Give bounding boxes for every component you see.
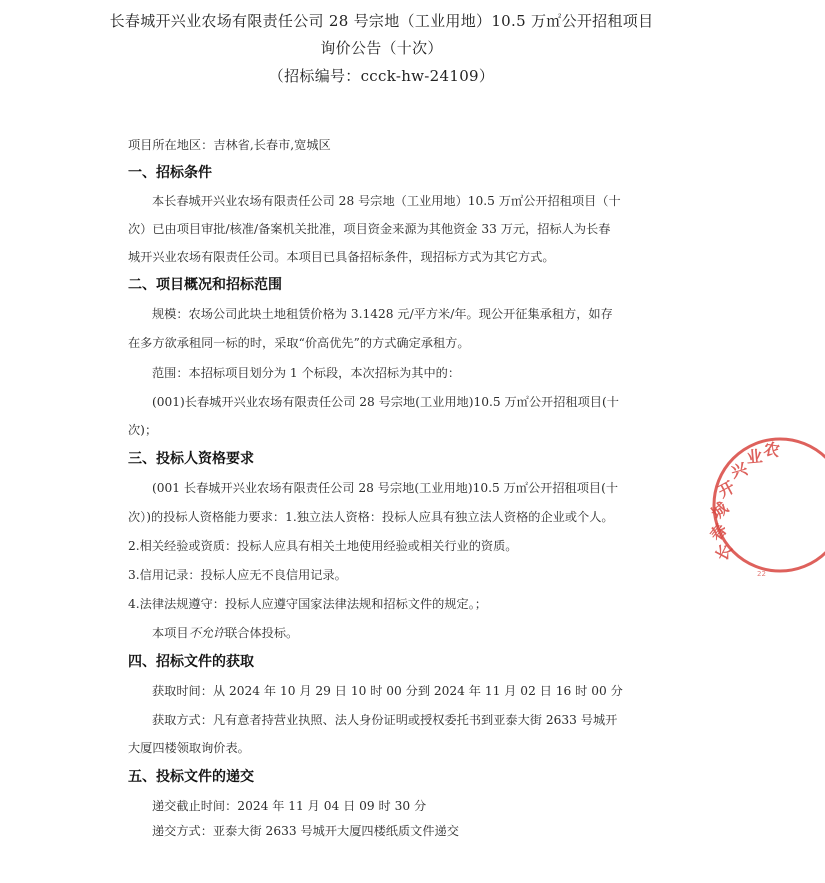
consortium-suffix: 联合体投标。 [225,626,299,640]
s3-line-4: 3.信用记录：投标人应无不良信用记录。 [128,568,347,582]
consortium-italic: 不允许 [188,626,226,640]
s2-line-1: 规模：农场公司此块土地租赁价格为 3.1428 元/平方米/年。现公开征集承租方，如存 [152,307,613,321]
location-label: 项目所在地区： [128,138,214,152]
s1-line-1: 本长春城开兴业农场有限责任公司 28 号宗地（工业用地）10.5 万㎡公开招租项目（十 [152,194,621,208]
s4-line-3: 大厦四楼领取询价表。 [128,741,250,755]
consortium-notice [152,624,298,641]
company-seal-stamp [705,430,825,580]
tender-code: （招标编号：ccck-hw-24109） [268,67,495,85]
s1-line-2: 次）已由项目审批/核准/备案机关批准，项目资金来源为其他资金 33 万元，招标人为长春 [128,222,611,236]
s4-line-1: 获取时间：从 2024 年 10 月 29 日 10 时 00 分到 2024 年 11 月 02 日 16 时 00 分 [152,684,623,698]
section-heading-1: 一、招标条件 [128,165,212,181]
section-heading-4: 四、招标文件的获取 [128,654,254,670]
svg-text:22: 22 [757,570,766,578]
s1-line-3: 城开兴业农场有限责任公司。本项目已具备招标条件，现招标方式为其它方式。 [128,250,555,264]
svg-text:兴: 兴 [728,459,750,482]
s2-line-4: (001)长春城开兴业农场有限责任公司 28 号宗地(工业用地)10.5 万㎡公开招租项目(十 [152,395,619,409]
svg-text:城: 城 [707,498,732,524]
svg-text:春: 春 [706,520,732,545]
s3-line-5: 4.法律法规遵守：投标人应遵守国家法律法规和招标文件的规定。； [128,597,487,611]
s3-line-2: 次）)的投标人资格能力要求：1.独立法人资格：投标人应具有独立法人资格的企业或个人。 [128,510,614,524]
consortium-prefix: 本项目 [152,626,189,640]
title-line-1: 长春城开兴业农场有限责任公司 28 号宗地（工业用地）10.5 万㎡公开招租项目 [109,12,654,30]
section-heading-3: 三、投标人资格要求 [128,451,254,467]
svg-text:长: 长 [711,540,737,564]
title-line-2: 询价公告（十次） [320,39,443,57]
s2-line-2: 在多方欲承租同一标的时，采取“价高优先”的方式确定承租方。 [128,336,470,350]
svg-text:开: 开 [714,477,739,502]
location-value: 吉林省,长春市,宽城区 [213,138,331,152]
s3-line-1: (001 长春城开兴业农场有限责任公司 28 号宗地(工业用地)10.5 万㎡公开招租项目(十 [152,481,619,495]
svg-text:业: 业 [745,446,764,467]
section-heading-2: 二、项目概况和招标范围 [128,277,282,293]
s5-line-1: 递交截止时间：2024 年 11 月 04 日 09 时 30 分 [152,799,427,813]
project-location [128,136,331,153]
s5-line-2: 递交方式：亚泰大街 2633 号城开大厦四楼纸质文件递交 [152,824,459,838]
s4-line-2: 获取方式：凡有意者持营业执照、法人身份证明或授权委托书到亚泰大街 2633 号城开 [152,713,618,727]
s2-line-5: 次)； [128,423,158,437]
svg-text:农: 农 [762,439,781,461]
s3-line-3: 2.相关经验或资质：投标人应具有相关土地使用经验或相关行业的资质。 [128,539,518,553]
section-heading-5: 五、投标文件的递交 [128,769,254,785]
s2-line-3: 范围：本招标项目划分为 1 个标段，本次招标为其中的： [152,366,461,380]
